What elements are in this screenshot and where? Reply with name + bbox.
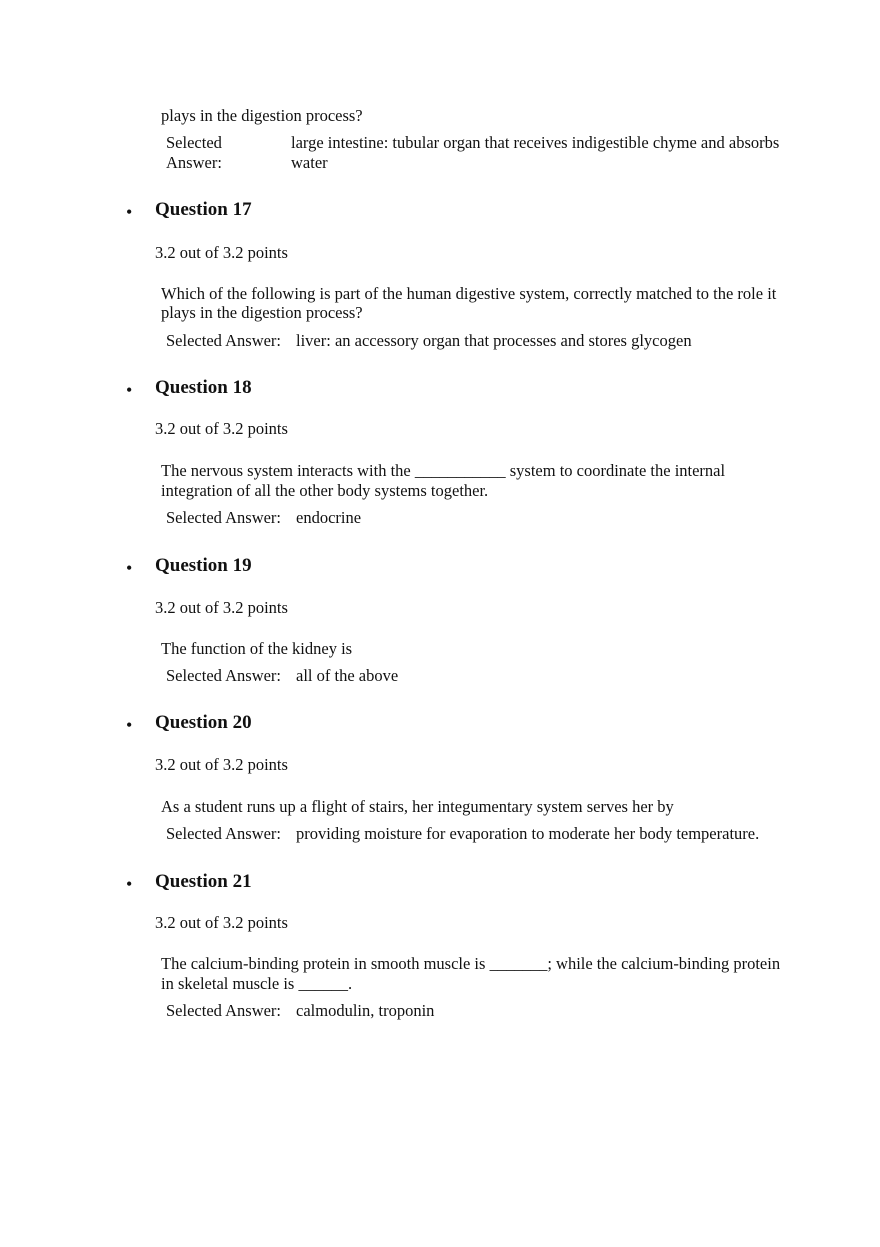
question-20-answer: providing moisture for evaporation to moderate her body temperature.	[296, 824, 760, 843]
question-19-points: 3.2 out of 3.2 points	[155, 598, 288, 617]
question-21-title: Question 21	[155, 871, 252, 892]
question-19-text-line1: The function of the kidney is	[161, 639, 353, 658]
question-17-answer-label: Selected Answer:	[166, 331, 282, 350]
question-19-answer: all of the above	[296, 666, 399, 685]
question-21-text-line1: The calcium-binding protein in smooth muscle is _______; while the calcium-binding protein	[161, 954, 781, 973]
question-17-title: Question 17	[155, 199, 252, 220]
bullet-icon: •	[126, 380, 133, 400]
question-17-text-line2: plays in the digestion process?	[161, 303, 363, 322]
question-16-answer-line2: water	[291, 153, 328, 172]
question-18-points: 3.2 out of 3.2 points	[155, 419, 288, 438]
bullet-icon: •	[126, 558, 133, 578]
question-21-answer-label: Selected Answer:	[166, 1001, 282, 1020]
question-18-text-line2: integration of all the other body systems together.	[161, 481, 489, 500]
bullet-icon: •	[126, 715, 133, 735]
question-16-answer-label-line1: Selected	[166, 133, 222, 152]
question-20-title: Question 20	[155, 712, 252, 733]
question-19-title: Question 19	[155, 555, 252, 576]
question-18-answer: endocrine	[296, 508, 362, 527]
question-20-points: 3.2 out of 3.2 points	[155, 755, 288, 774]
question-20-answer-label: Selected Answer:	[166, 824, 282, 843]
bullet-icon: •	[126, 874, 133, 894]
question-16-answer-line1: large intestine: tubular organ that receives indigestible chyme and absorbs	[291, 133, 780, 152]
question-18-text-line1: The nervous system interacts with the ___________ system to coordinate the internal	[161, 461, 726, 480]
question-18-answer-label: Selected Answer:	[166, 508, 282, 527]
question-21-points: 3.2 out of 3.2 points	[155, 913, 288, 932]
question-18-title: Question 18	[155, 377, 252, 398]
question-21-text-line2: in skeletal muscle is ______.	[161, 974, 353, 993]
question-16-text-tail: plays in the digestion process?	[161, 106, 363, 125]
question-17-text-line1: Which of the following is part of the human digestive system, correctly matched to the role it	[161, 284, 777, 303]
question-17-answer: liver: an accessory organ that processes and stores glycogen	[296, 331, 692, 350]
question-20-text-line1: As a student runs up a flight of stairs, her integumentary system serves her by	[161, 797, 674, 816]
question-19-answer-label: Selected Answer:	[166, 666, 282, 685]
question-16-answer-label-line2: Answer:	[166, 153, 222, 172]
bullet-icon: •	[126, 202, 133, 222]
question-21-answer: calmodulin, troponin	[296, 1001, 435, 1020]
question-17-points: 3.2 out of 3.2 points	[155, 243, 288, 262]
